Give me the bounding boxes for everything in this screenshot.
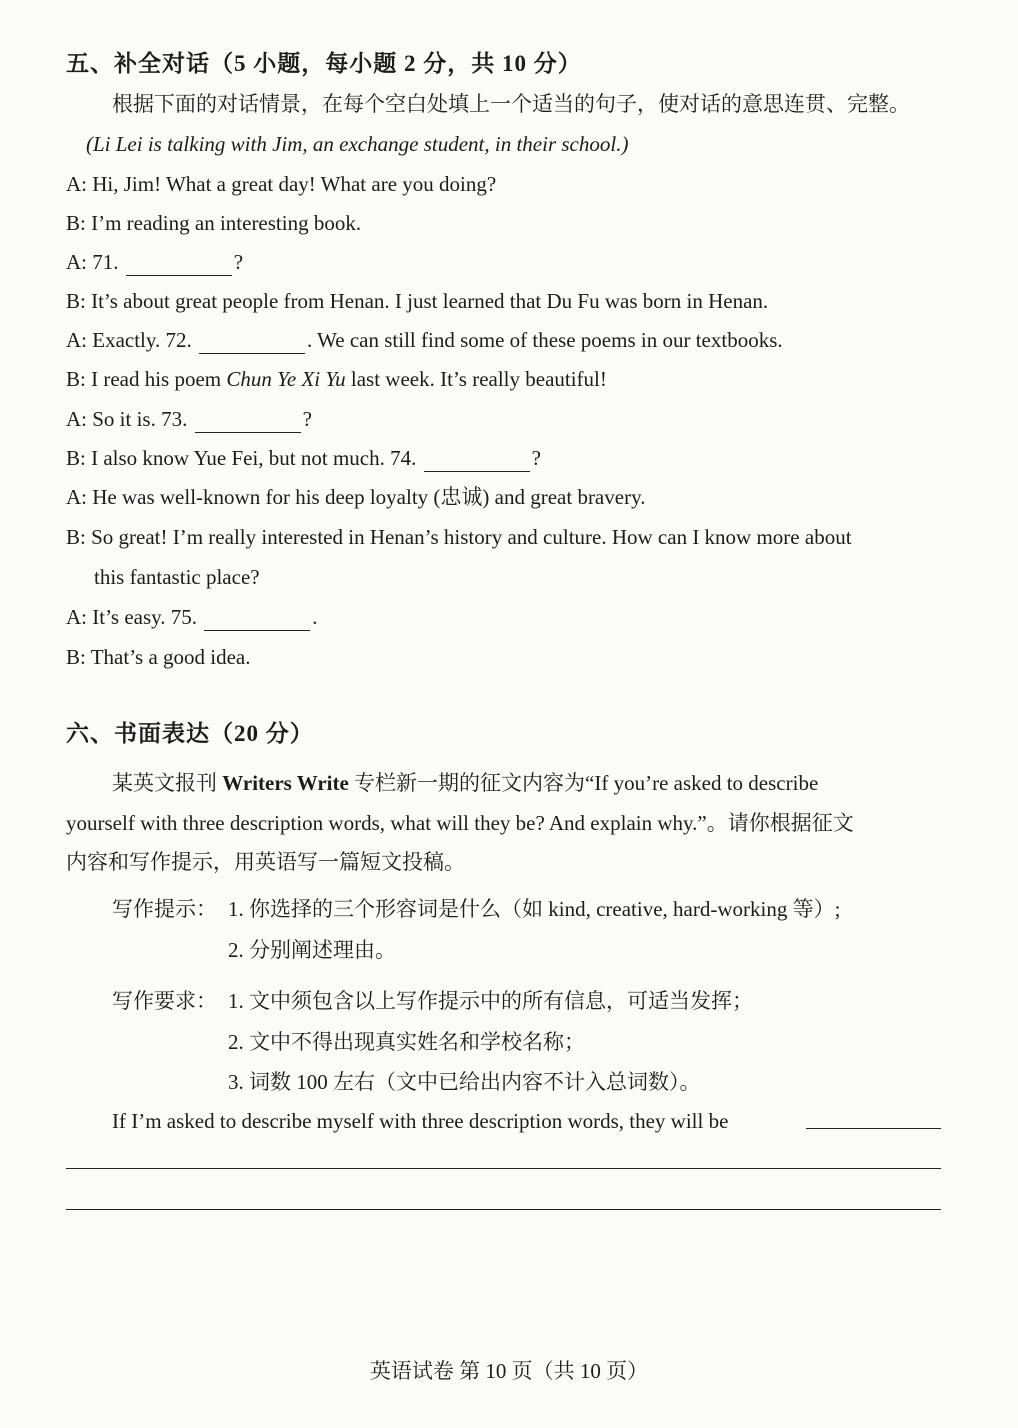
section5-instruction: 根据下面的对话情景，在每个空白处填上一个适当的句子，使对话的意思连贯、完整。 bbox=[112, 92, 910, 116]
dialogue-text: . bbox=[312, 605, 318, 629]
dialogue-line: B: It’s about great people from Henan. I just learned that Du Fu was born in Henan. bbox=[66, 289, 769, 313]
requirement-item: 3. 词数 100 左右（文中已给出内容不计入总词数）。 bbox=[228, 1070, 701, 1094]
dialogue-line: A: Hi, Jim! What a great day! What are you doing? bbox=[66, 172, 497, 196]
answer-blank-72[interactable] bbox=[199, 331, 305, 354]
requirement-item: 1. 文中须包含以上写作提示中的所有信息，可适当发挥； bbox=[228, 989, 753, 1013]
dialogue-text: A: It’s easy. 75. bbox=[66, 605, 198, 629]
dialogue-line-poem bbox=[66, 365, 607, 393]
dialogue-text: A: 71. bbox=[66, 250, 119, 274]
writing-prompt-line1 bbox=[112, 769, 818, 797]
dialogue-text: . We can still find some of these poems in our textbooks. bbox=[307, 328, 783, 352]
dialogue-text: ? bbox=[233, 250, 244, 274]
dialogue-text: A: Exactly. 72. bbox=[66, 328, 192, 352]
requirements-label: 写作要求： bbox=[112, 989, 217, 1013]
column-name: Writers Write bbox=[222, 771, 349, 795]
dialogue-text: last week. It’s really beautiful! bbox=[350, 367, 607, 391]
hint-item: 2. 分别阐述理由。 bbox=[228, 938, 396, 962]
answer-blank-71[interactable] bbox=[126, 253, 232, 276]
essay-starter: If I’m asked to describe myself with three description words, they will be bbox=[112, 1109, 729, 1133]
dialogue-text: ? bbox=[302, 407, 312, 431]
essay-writing-line[interactable] bbox=[66, 1209, 941, 1210]
writing-prompt-line3: 内容和写作提示，用英语写一篇短文投稿。 bbox=[66, 850, 465, 874]
dialogue-text: ? bbox=[531, 446, 541, 470]
dialogue-line: B: So great! I’m really interested in Henan’s history and culture. How can I know more about bbox=[66, 525, 852, 549]
page-footer: 英语试卷 第 10 页（共 10 页） bbox=[369, 1359, 649, 1383]
answer-blank-75[interactable] bbox=[204, 608, 310, 631]
answer-blank-73[interactable] bbox=[195, 410, 301, 433]
dialogue-situation: (Li Lei is talking with Jim, an exchange student, in their school.) bbox=[86, 132, 629, 156]
dialogue-line-73 bbox=[66, 405, 312, 433]
dialogue-line: B: I’m reading an interesting book. bbox=[66, 211, 362, 235]
section5-heading: 五、补全对话（5 小题，每小题 2 分，共 10 分） bbox=[66, 51, 582, 76]
prompt-text: 专栏新一期的征文内容为“If you’re asked to describe bbox=[354, 771, 819, 795]
answer-blank-74[interactable] bbox=[424, 449, 530, 472]
dialogue-line-74 bbox=[66, 444, 541, 472]
hint-item: 1. 你选择的三个形容词是什么（如 kind, creative, hard-working 等）; bbox=[228, 897, 841, 921]
dialogue-line-continued: this fantastic place? bbox=[94, 565, 260, 589]
poem-title: Chun Ye Xi Yu bbox=[226, 367, 346, 391]
dialogue-text: B: I read his poem bbox=[66, 367, 222, 391]
hints-label: 写作提示： bbox=[112, 897, 217, 921]
dialogue-line-71 bbox=[66, 248, 243, 276]
essay-writing-line[interactable] bbox=[66, 1168, 941, 1169]
section6-heading: 六、书面表达（20 分） bbox=[66, 721, 314, 746]
dialogue-text: B: I also know Yue Fei, but not much. 74. bbox=[66, 446, 417, 470]
writing-prompt-line2: yourself with three description words, what will they be? And explain why.”。请你根据征文 bbox=[66, 811, 854, 835]
dialogue-line: A: He was well-known for his deep loyalty (忠诚) and great bravery. bbox=[66, 485, 646, 509]
dialogue-text: A: So it is. 73. bbox=[66, 407, 188, 431]
dialogue-line-72 bbox=[66, 326, 783, 354]
prompt-text: 某英文报刊 bbox=[112, 771, 217, 795]
dialogue-line: B: That’s a good idea. bbox=[66, 645, 251, 669]
essay-blank-end[interactable] bbox=[806, 1128, 941, 1129]
requirement-item: 2. 文中不得出现真实姓名和学校名称； bbox=[228, 1030, 585, 1054]
dialogue-line-75 bbox=[66, 603, 318, 631]
